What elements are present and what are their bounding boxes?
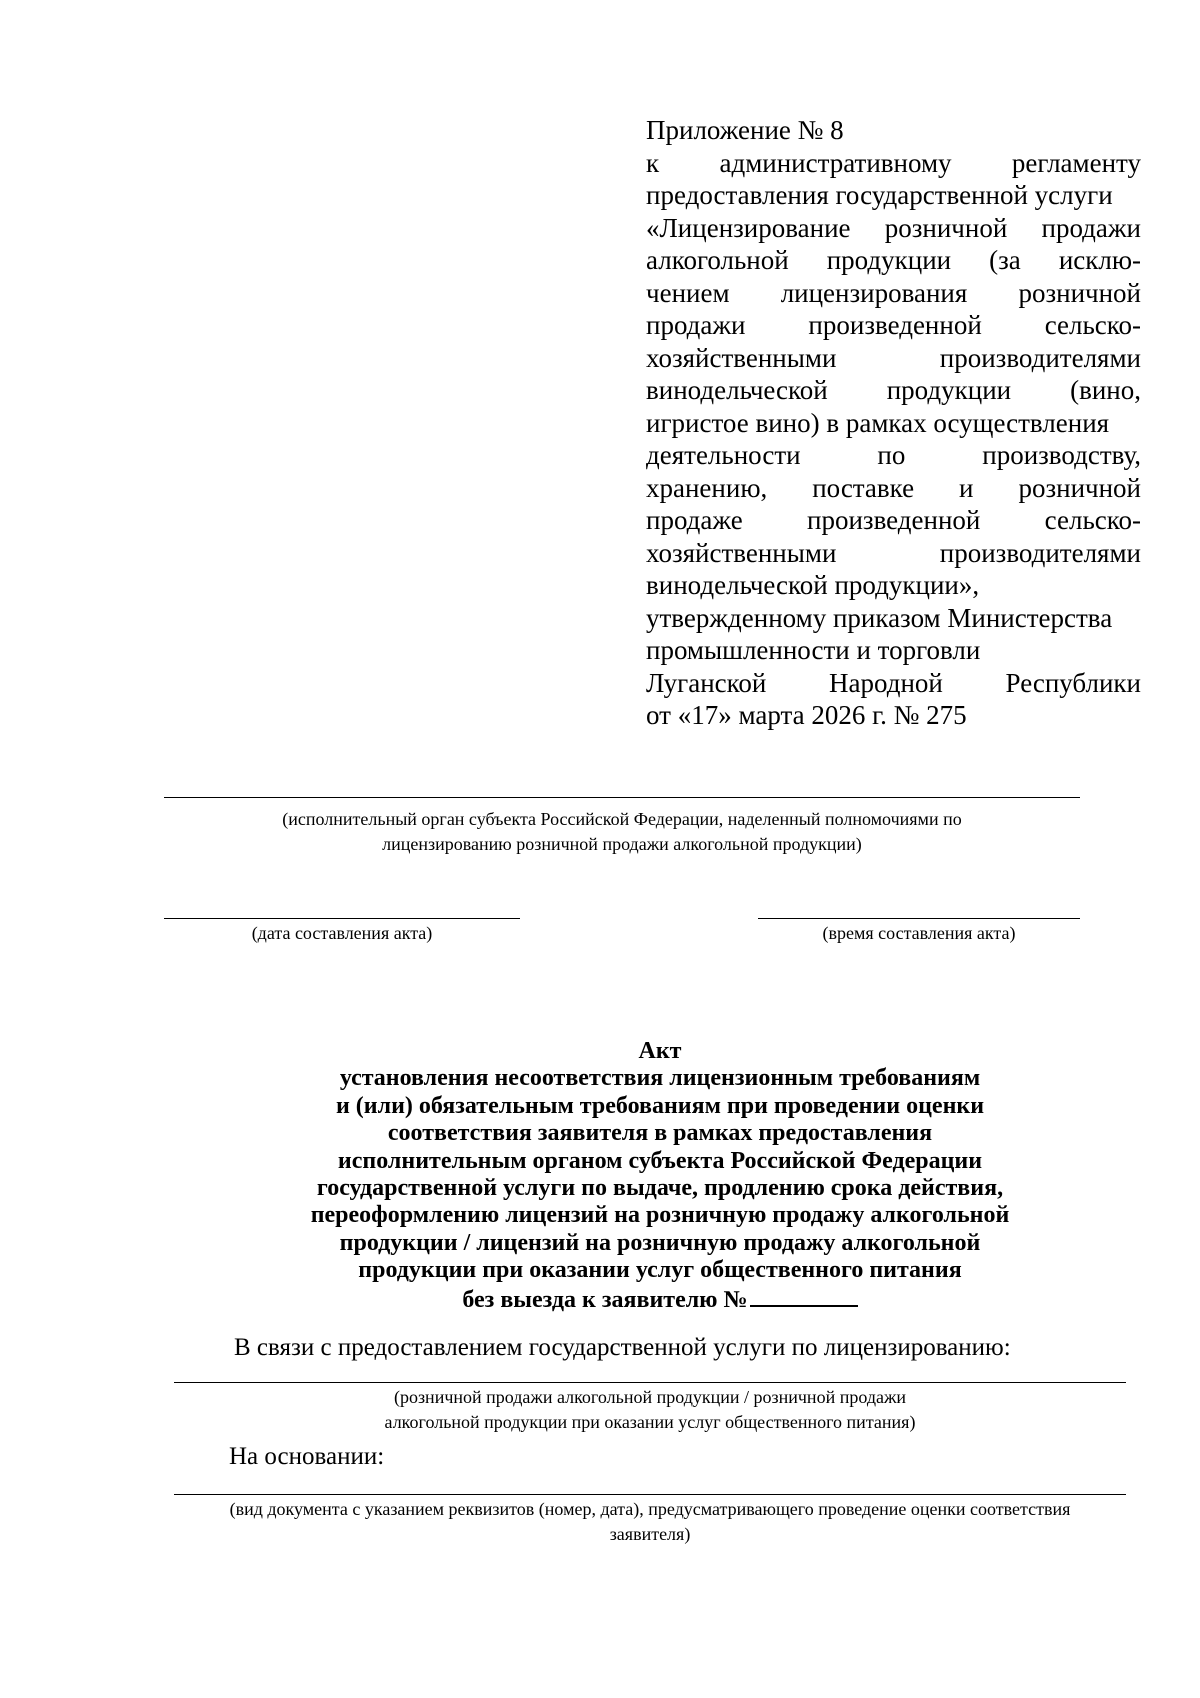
time-caption: (время составления акта): [822, 923, 1016, 943]
authority-field-line[interactable]: [164, 797, 1080, 798]
appendix-line: деятельности по производству,: [646, 440, 1141, 470]
appendix-line: Луганской Народной Республики: [646, 667, 1141, 698]
caption-line: заявителя): [609, 1524, 691, 1544]
basis-caption: [174, 1497, 1126, 1547]
appendix-line: Приложение № 8: [646, 115, 844, 145]
appendix-line: хозяйственными производителями: [646, 537, 1141, 568]
act-title-line: продукции при оказании услуг общественного питания: [358, 1257, 962, 1284]
caption-line: (розничной продажи алкогольной продукции / розничной продажи: [393, 1387, 907, 1407]
appendix-line: продаже произведенной сельско-: [646, 505, 1141, 535]
appendix-line: утвержденному приказом Министерства: [646, 602, 1113, 633]
act-title-line: государственной услуги по выдаче, продлению срока действия,: [316, 1175, 1004, 1202]
act-title-line: и (или) обязательным требованиям при проведении оценки: [335, 1092, 985, 1119]
act-heading: Акт: [638, 1038, 682, 1064]
time-field-line[interactable]: [758, 918, 1080, 919]
appendix-line: игристое вино) в рамках осуществления: [646, 407, 1110, 438]
appendix-line: промышленности и торговли: [646, 635, 981, 665]
appendix-header: [646, 114, 1141, 732]
caption-line: (вид документа с указанием реквизитов (номер, дата), предусматривающего проведение оценки соответствия: [229, 1499, 1071, 1519]
appendix-line: хозяйственными производителями: [646, 342, 1141, 373]
service-intro: В связи с предоставлением государственной услуги по лицензированию:: [234, 1334, 1011, 1361]
act-title-line: исполнительным органом субъекта Российской Федерации: [337, 1147, 983, 1174]
act-title: [200, 1038, 1120, 1314]
appendix-line: от «17» марта 2026 г. № 275: [646, 700, 967, 730]
appendix-line: к административному регламенту: [646, 147, 1141, 178]
act-number-field[interactable]: [750, 1285, 858, 1307]
caption-line: алкогольной продукции при оказании услуг общественного питания): [384, 1412, 916, 1432]
date-caption: (дата составления акта): [251, 923, 433, 943]
basis-label: На основании:: [229, 1443, 385, 1470]
service-field-line[interactable]: [174, 1382, 1126, 1383]
act-title-line: переоформлению лицензий на розничную продажу алкогольной: [310, 1202, 1010, 1229]
appendix-line: хранению, поставке и розничной: [646, 472, 1141, 503]
act-title-last-line: [200, 1285, 1120, 1314]
appendix-line: «Лицензирование розничной продажи: [646, 212, 1141, 243]
act-title-line: установления несоответствия лицензионным требованиям: [339, 1065, 981, 1092]
appendix-line: предоставления государственной услуги: [646, 180, 1113, 210]
caption-line: (исполнительный орган субъекта Российской Федерации, наделенный полномочиями по: [282, 809, 962, 829]
date-field-line[interactable]: [164, 918, 520, 919]
service-caption: [174, 1385, 1126, 1435]
act-number-label: без выезда к заявителю №: [462, 1286, 748, 1313]
caption-line: лицензированию розничной продажи алкогольной продукции): [382, 834, 862, 854]
appendix-line: продажи произведенной сельско-: [646, 310, 1141, 340]
authority-caption: [164, 807, 1080, 857]
appendix-line: винодельческой продукции (вино,: [646, 375, 1141, 405]
appendix-line: чением лицензирования розничной: [646, 277, 1141, 308]
act-title-line: продукции / лицензий на розничную продажу алкогольной: [339, 1229, 981, 1256]
appendix-line: винодельческой продукции»,: [646, 570, 980, 600]
appendix-line: алкогольной продукции (за исклю-: [646, 245, 1141, 275]
act-title-line: соответствия заявителя в рамках предоставления: [387, 1120, 933, 1147]
basis-field-line[interactable]: [174, 1494, 1126, 1495]
